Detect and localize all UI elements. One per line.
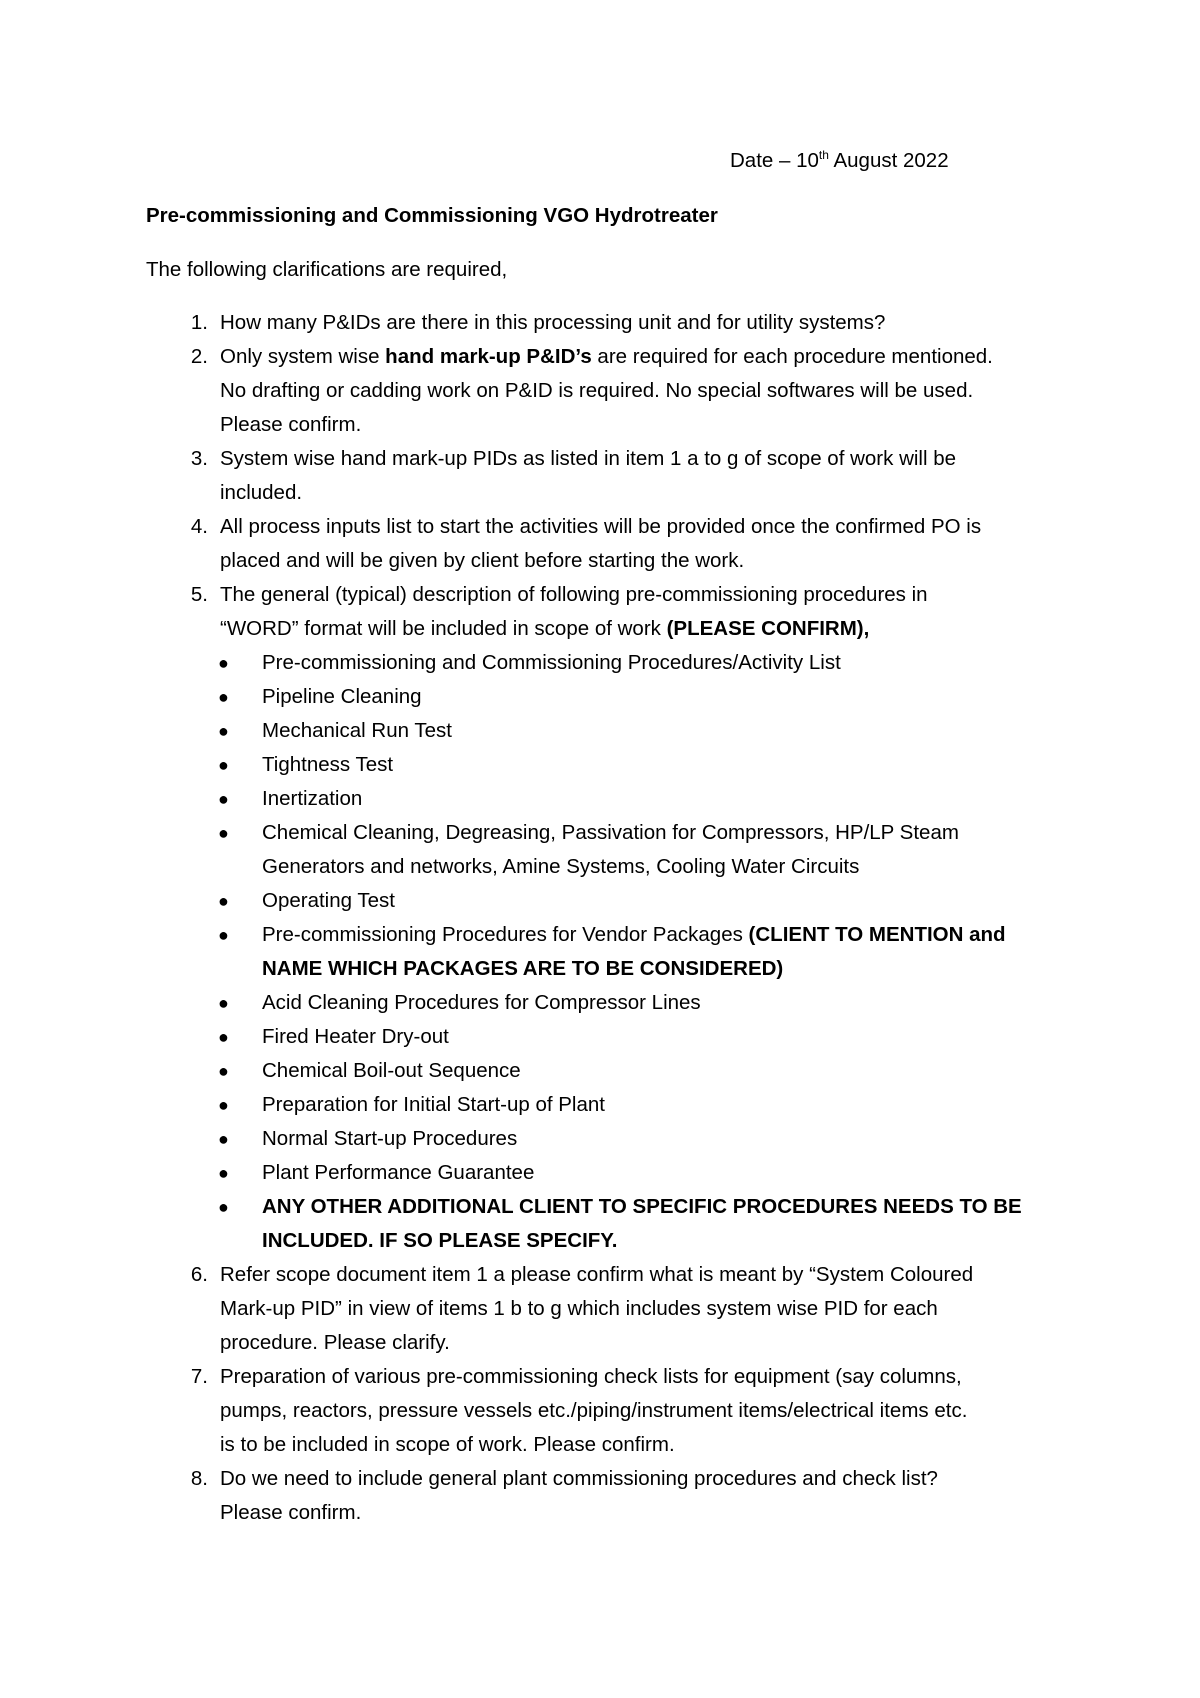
- bullet-item: Fired Heater Dry-out: [262, 1025, 449, 1048]
- item-number: 8.: [190, 1467, 208, 1490]
- item-7-line: Preparation of various pre-commissioning check lists for equipment (say columns,: [220, 1365, 962, 1388]
- bullet-icon: ●: [218, 789, 229, 809]
- bullet-icon: ●: [218, 687, 229, 707]
- bullet-item: [262, 922, 1006, 948]
- item-5-line: [220, 616, 869, 642]
- item-3-line: System wise hand mark-up PIDs as listed in item 1 a to g of scope of work will be: [220, 447, 957, 470]
- item-2-text: are required for each procedure mentioned.: [591, 345, 993, 368]
- bullet-item: Acid Cleaning Procedures for Compressor Lines: [262, 991, 701, 1014]
- bullet-icon: ●: [218, 1095, 229, 1115]
- item-6-line: Mark-up PID” in view of items 1 b to g which includes system wise PID for each: [220, 1297, 938, 1320]
- date-superscript: th: [818, 148, 829, 163]
- bullet-icon: ●: [218, 755, 229, 775]
- item-1-line: How many P&IDs are there in this processing unit and for utility systems?: [220, 311, 886, 334]
- date-suffix: August 2022: [828, 149, 949, 172]
- bullet-icon: ●: [218, 823, 229, 843]
- bullet-icon: ●: [218, 993, 229, 1013]
- bullet-item: Pipeline Cleaning: [262, 685, 422, 708]
- item-2-line: Please confirm.: [220, 413, 362, 436]
- item-6-line: Refer scope document item 1 a please confirm what is meant by “System Coloured: [220, 1263, 974, 1286]
- item-number: 7.: [190, 1365, 208, 1388]
- item-number: 6.: [190, 1263, 208, 1286]
- item-7-line: pumps, reactors, pressure vessels etc./piping/instrument items/electrical items etc.: [220, 1399, 968, 1422]
- item-2-line: No drafting or cadding work on P&ID is required. No special softwares will be used.: [220, 379, 974, 402]
- bullet-item: Preparation for Initial Start-up of Plant: [262, 1093, 605, 1116]
- bullet-icon: ●: [218, 891, 229, 911]
- bullet-item: ANY OTHER ADDITIONAL CLIENT TO SPECIFIC PROCEDURES NEEDS TO BE: [262, 1195, 1022, 1218]
- bullet-item: Plant Performance Guarantee: [262, 1161, 535, 1184]
- item-6-line: procedure. Please clarify.: [220, 1331, 450, 1354]
- bullet-icon: ●: [218, 1163, 229, 1183]
- item-5-text: “WORD” format will be included in scope of work: [220, 617, 667, 640]
- item-3-line: included.: [220, 481, 303, 504]
- item-number: 4.: [190, 515, 208, 538]
- item-8-line: Please confirm.: [220, 1501, 362, 1524]
- bullet-item-continued: INCLUDED. IF SO PLEASE SPECIFY.: [262, 1229, 618, 1252]
- bullet-text: Pre-commissioning Procedures for Vendor Packages: [262, 923, 749, 946]
- bullet-item-continued: NAME WHICH PACKAGES ARE TO BE CONSIDERED): [262, 957, 784, 980]
- intro-text: The following clarifications are required,: [146, 258, 508, 281]
- bullet-icon: ●: [218, 721, 229, 741]
- bullet-icon: ●: [218, 1061, 229, 1081]
- item-5-bold-text: (PLEASE CONFIRM),: [666, 617, 870, 640]
- bullet-icon: ●: [218, 1027, 229, 1047]
- bullet-item: Tightness Test: [262, 753, 394, 776]
- item-7-line: is to be included in scope of work. Please confirm.: [220, 1433, 675, 1456]
- bullet-item: Pre-commissioning and Commissioning Procedures/Activity List: [262, 651, 841, 674]
- bullet-item-continued: Generators and networks, Amine Systems, Cooling Water Circuits: [262, 855, 860, 878]
- bullet-item: Chemical Cleaning, Degreasing, Passivation for Compressors, HP/LP Steam: [262, 821, 959, 844]
- bullet-item: Inertization: [262, 787, 363, 810]
- item-2-text: Only system wise: [220, 345, 386, 368]
- item-4-line: All process inputs list to start the activities will be provided once the confirmed PO is: [220, 515, 982, 538]
- bullet-icon: ●: [218, 1197, 229, 1217]
- item-number: 1.: [190, 311, 208, 334]
- bullet-item: Normal Start-up Procedures: [262, 1127, 518, 1150]
- item-2-bold-text: hand mark-up P&ID’s: [385, 345, 592, 368]
- document-title: Pre-commissioning and Commissioning VGO Hydrotreater: [146, 204, 718, 227]
- date-line: [730, 148, 949, 174]
- bullet-item: Mechanical Run Test: [262, 719, 452, 742]
- item-8-line: Do we need to include general plant commissioning procedures and check list?: [220, 1467, 938, 1490]
- item-number: 2.: [190, 345, 208, 368]
- bullet-icon: ●: [218, 925, 229, 945]
- bullet-item: Chemical Boil-out Sequence: [262, 1059, 521, 1082]
- bullet-bold-text: (CLIENT TO MENTION and: [748, 923, 1006, 946]
- bullet-item: Operating Test: [262, 889, 395, 912]
- item-number: 3.: [190, 447, 208, 470]
- item-2-line: [220, 344, 993, 370]
- bullet-icon: ●: [218, 653, 229, 673]
- item-5-line: The general (typical) description of following pre-commissioning procedures in: [220, 583, 928, 606]
- bullet-icon: ●: [218, 1129, 229, 1149]
- date-prefix: Date – 10: [730, 149, 819, 172]
- item-4-line: placed and will be given by client before starting the work.: [220, 549, 745, 572]
- item-number: 5.: [190, 583, 208, 606]
